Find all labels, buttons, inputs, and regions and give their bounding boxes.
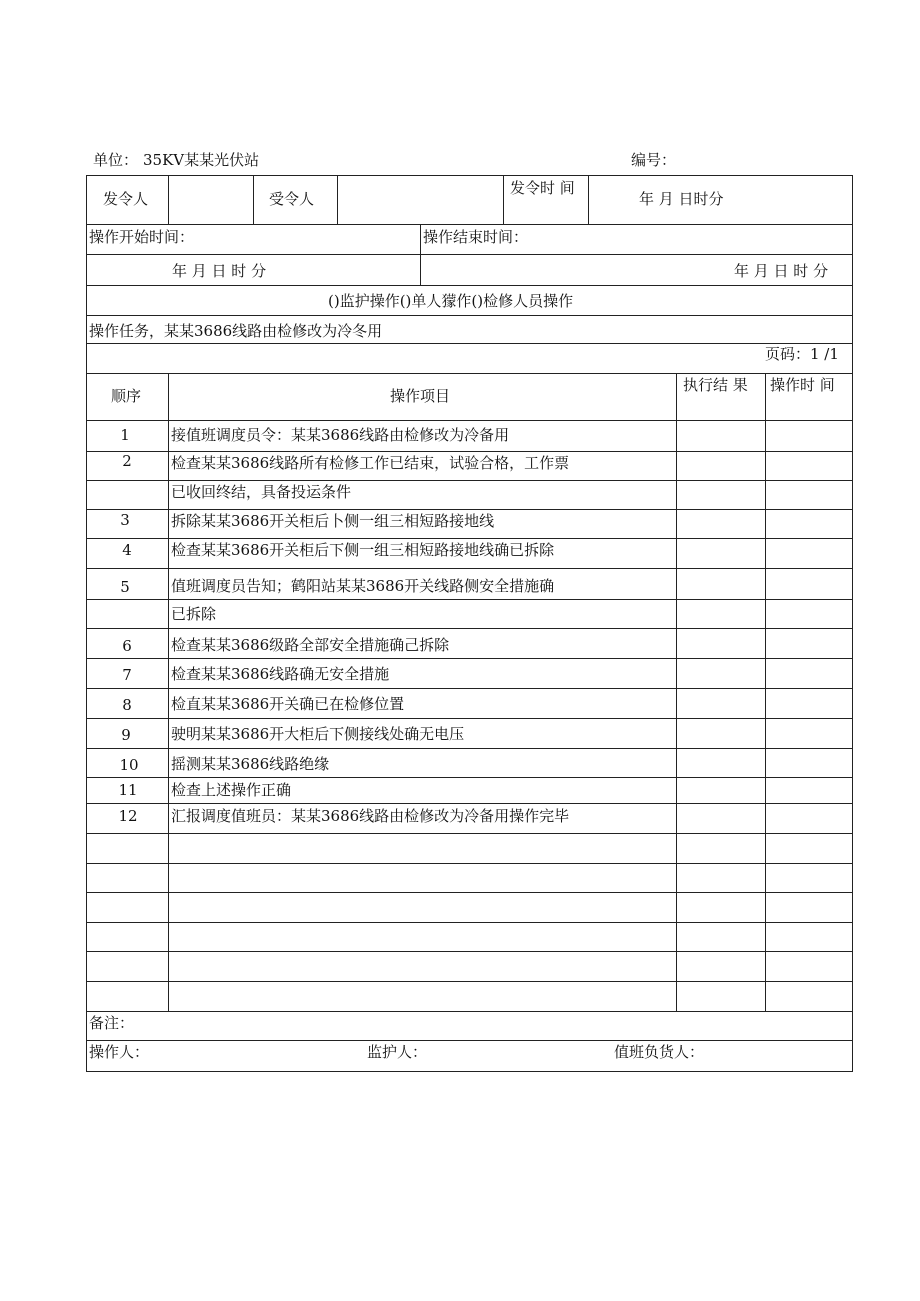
operator-label: 操作人：: [89, 1043, 150, 1061]
table-line: [86, 922, 853, 923]
table-line: [86, 1040, 853, 1041]
table-line: [86, 951, 853, 952]
step-text: 值班调度员告知；鹤阳站某某3686开关线路侧安全措施确: [171, 577, 555, 595]
table-line: [86, 658, 853, 659]
step-seq: 4: [122, 541, 132, 559]
step-text: 检查某某3686级路全部安全措施确己拆除: [171, 636, 450, 654]
table-line: [86, 599, 853, 600]
table-line: [86, 748, 853, 749]
step-seq: 2: [122, 452, 132, 470]
table-line: [86, 451, 853, 452]
order-time-format: 年 月 日时分: [639, 190, 724, 208]
table-line: [86, 863, 853, 864]
col-time-header: 操作时 间: [770, 376, 835, 394]
table-line: [86, 1071, 853, 1072]
col-seq-header: 顺序: [111, 387, 142, 405]
step-text: 驶明某某3686开大柜后下侧接线处确无电压: [171, 725, 465, 743]
page-number: 页码：1 /1: [765, 345, 839, 363]
table-line: [86, 175, 853, 176]
step-text: 检查上述操作正确: [171, 781, 292, 799]
table-line: [86, 254, 853, 255]
step-seq: 1: [120, 426, 130, 444]
step-text: 已拆除: [171, 605, 217, 623]
step-text: 检查某某3686线路所有检修工作已结束，试验合格，工作票: [171, 454, 570, 472]
step-seq: 12: [118, 807, 138, 825]
table-line: [86, 224, 853, 225]
table-line: [503, 175, 504, 224]
table-line: [86, 568, 853, 569]
table-line: [86, 343, 853, 344]
step-text: 已收回终结，具备投运条件: [171, 483, 352, 501]
duty-person-label: 值班负货人：: [614, 1043, 705, 1061]
operation-type: ()监护操作()单人獴作()检修人员操作: [328, 292, 574, 310]
end-time-label: 操作结束时间：: [423, 228, 529, 246]
step-seq: 3: [120, 511, 130, 529]
unit-value: 35KV某某光伏站: [143, 151, 260, 169]
start-time-format: 年 月 日 时 分: [172, 262, 267, 280]
table-line: [86, 509, 853, 510]
table-line: [86, 833, 853, 834]
table-line: [420, 224, 421, 285]
table-line: [168, 175, 169, 224]
table-line: [86, 718, 853, 719]
table-line: [86, 420, 853, 421]
step-text: 检直某某3686开关确已在检修位置: [171, 695, 405, 713]
start-time-label: 操作开始时间：: [89, 228, 195, 246]
step-seq: 9: [121, 726, 131, 744]
step-text: 拆除某某3686开关柜后卜侧一组三相短路接地线: [171, 512, 495, 530]
order-time-label: 发令时 间: [510, 179, 575, 197]
table-line: [86, 981, 853, 982]
table-line: [86, 315, 853, 316]
step-seq: 7: [122, 666, 132, 684]
table-line: [86, 628, 853, 629]
table-line: [86, 688, 853, 689]
table-line: [86, 803, 853, 804]
table-line: [86, 175, 87, 1072]
remarks-label: 备注：: [89, 1014, 135, 1032]
step-seq: 8: [122, 696, 132, 714]
table-line: [86, 538, 853, 539]
operation-task: 操作任务，某某3686线路由检修改为冷冬用: [89, 322, 383, 340]
col-result-header: 执行结 果: [683, 376, 748, 394]
table-line: [86, 373, 853, 374]
table-line: [253, 175, 254, 224]
table-line: [86, 285, 853, 286]
table-line: [86, 892, 853, 893]
step-text: 接值班调度员令：某某3686线路由检修改为冷备用: [171, 426, 510, 444]
end-time-format: 年 月 日 时 分: [734, 262, 829, 280]
step-seq: 11: [118, 781, 138, 799]
step-seq: 10: [119, 756, 139, 774]
table-line: [588, 175, 589, 224]
table-line: [168, 373, 169, 1011]
col-item-header: 操作项目: [390, 387, 451, 405]
supervisor-label: 监护人：: [367, 1043, 428, 1061]
step-seq: 6: [122, 637, 132, 655]
receiver-label: 受令人: [269, 190, 315, 208]
unit-label: 单位：: [93, 151, 139, 169]
step-text: 汇报调度值班员：某某3686线路由检修改为冷备用操作完毕: [171, 807, 570, 825]
table-line: [86, 1011, 853, 1012]
issuer-label: 发令人: [103, 190, 149, 208]
table-line: [337, 175, 338, 224]
step-seq: 5: [120, 578, 130, 596]
step-text: 摇测某某3686线路绝缘: [171, 755, 330, 773]
table-line: [852, 175, 853, 1072]
table-line: [676, 373, 677, 1011]
table-line: [86, 777, 853, 778]
number-label: 编号：: [631, 151, 677, 169]
table-line: [765, 373, 766, 1011]
step-text: 检查某某3686线路确无安全措施: [171, 665, 390, 683]
table-line: [86, 480, 853, 481]
step-text: 检查某某3686开关柜后下侧一组三相短路接地线确已拆除: [171, 541, 555, 559]
